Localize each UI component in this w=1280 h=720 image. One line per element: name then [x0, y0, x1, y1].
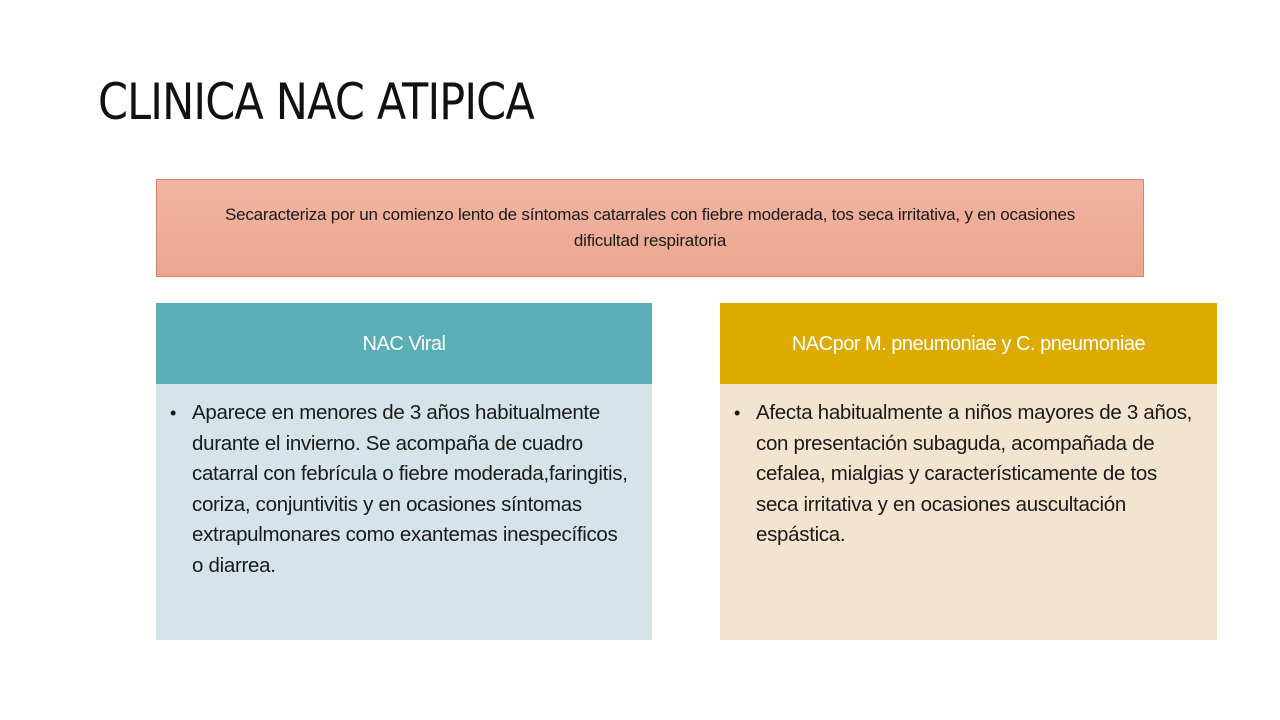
viral-header: NAC Viral [156, 303, 652, 384]
summary-text: Secaracteriza por un comienzo lento de síntomas catarrales con fiebre moderada, tos seca irritativa, y en ocasiones dificultad respiratoria [224, 205, 1076, 250]
bullet-icon: • [170, 403, 177, 423]
viral-column [156, 303, 652, 640]
viral-body [156, 384, 652, 640]
list-item [734, 398, 1197, 551]
summary-box [156, 179, 1144, 277]
atypical-bullet-text: Afecta habitualmente a niños mayores de 3 años, con presentación subaguda, acompañada de cefalea, mialgias y característicamente de tos seca irritativa y en ocasiones auscultación espástica. [756, 401, 1193, 546]
atypical-bullet-list [734, 398, 1197, 551]
list-item [170, 398, 632, 581]
viral-bullet-text: Aparece en menores de 3 años habitualmente durante el invierno. Se acompaña de cuadro catarral con febrícula o fiebre moderada,faringitis, coriza, conjuntivitis y en ocasiones síntomas extrapulmonares como exantemas inespecíficos o diarrea. [192, 401, 628, 577]
bullet-icon: • [734, 403, 741, 423]
atypical-header: NACpor M. pneumoniae y C. pneumoniae [720, 303, 1217, 384]
slide-title: CLINICA NAC ATIPICA [98, 73, 534, 131]
atypical-body [720, 384, 1217, 640]
atypical-column [720, 303, 1217, 640]
viral-bullet-list [170, 398, 632, 581]
